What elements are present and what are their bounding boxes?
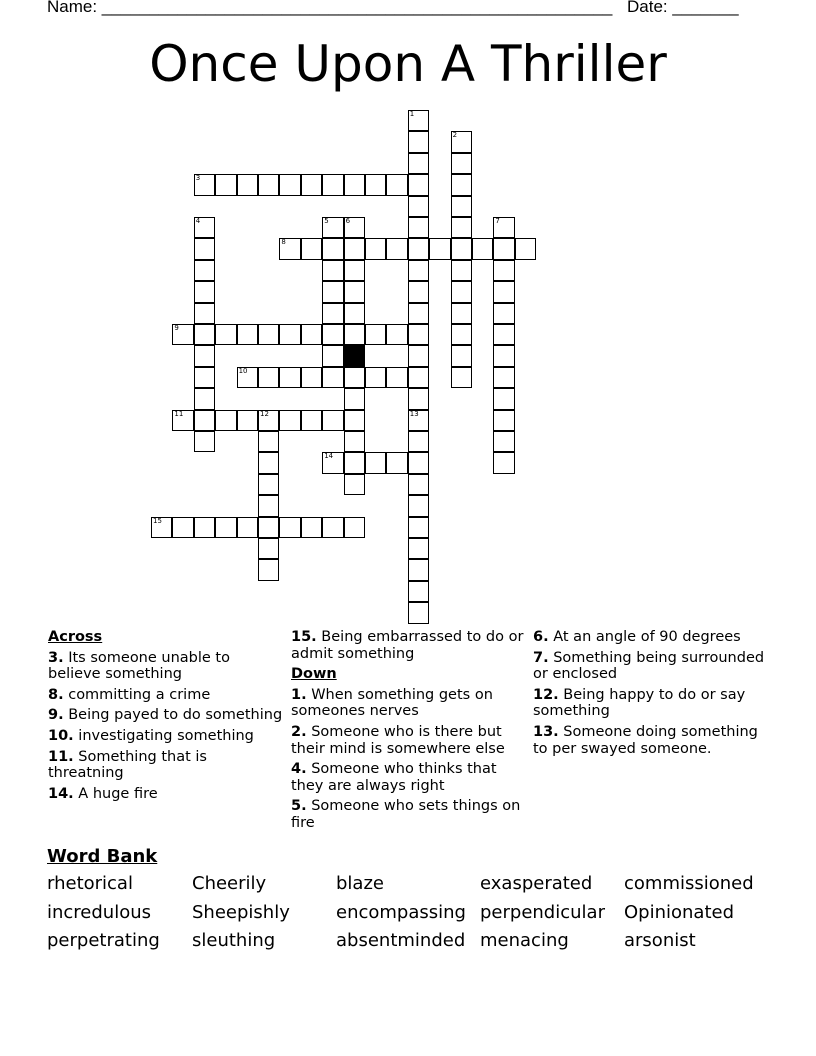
cell-number: 10 (238, 366, 248, 375)
grid-cell[interactable] (451, 174, 472, 195)
grid-cell[interactable] (344, 367, 365, 388)
grid-cell[interactable] (301, 238, 322, 259)
grid-cell[interactable] (322, 174, 343, 195)
word-bank-word: Sheepishly (192, 902, 290, 923)
grid-cell[interactable] (258, 174, 279, 195)
grid-cell[interactable] (365, 367, 386, 388)
grid-cell[interactable] (237, 324, 258, 345)
word-bank-word: blaze (336, 873, 384, 894)
grid-cell[interactable] (408, 153, 429, 174)
grid-cell[interactable] (408, 324, 429, 345)
word-bank-word: arsonist (624, 930, 696, 951)
grid-cell[interactable] (322, 217, 343, 238)
grid-cell[interactable] (344, 517, 365, 538)
grid-cell[interactable] (408, 174, 429, 195)
grid-cell[interactable] (408, 559, 429, 580)
clue-down-13: 13. Someone doing something to per swayed someone. (533, 723, 758, 757)
grid-cell[interactable] (279, 410, 300, 431)
grid-cell[interactable] (322, 324, 343, 345)
grid-cell[interactable] (194, 260, 215, 281)
grid-cell[interactable] (301, 324, 322, 345)
grid-cell[interactable] (451, 153, 472, 174)
grid-cell[interactable] (408, 238, 429, 259)
clue-down-12: 12. Being happy to do or say something (533, 686, 746, 720)
grid-cell[interactable] (408, 538, 429, 559)
word-bank-title: Word Bank (47, 846, 158, 867)
grid-cell[interactable] (194, 431, 215, 452)
grid-cell[interactable] (386, 174, 407, 195)
page-title: Once Upon A Thriller (149, 35, 667, 93)
grid-cell[interactable] (215, 517, 236, 538)
grid-cell[interactable] (493, 324, 514, 345)
word-bank-word: Cheerily (192, 873, 267, 894)
grid-cell[interactable] (194, 517, 215, 538)
grid-cell[interactable] (408, 260, 429, 281)
grid-cell[interactable] (451, 196, 472, 217)
grid-cell[interactable] (451, 238, 472, 259)
grid-cell[interactable] (301, 517, 322, 538)
cell-number: 9 (174, 324, 179, 332)
grid-cell[interactable] (344, 388, 365, 409)
grid-cell[interactable] (493, 388, 514, 409)
grid-cell[interactable] (451, 260, 472, 281)
word-bank-word: perpendicular (480, 902, 605, 923)
grid-cell[interactable] (493, 303, 514, 324)
grid-cell[interactable] (258, 538, 279, 559)
grid-cell[interactable] (322, 345, 343, 366)
cell-number: 6 (345, 217, 351, 225)
grid-cell[interactable] (451, 217, 472, 238)
grid-cell[interactable] (493, 452, 514, 473)
grid-cell[interactable] (194, 281, 215, 302)
word-bank-word: incredulous (47, 902, 152, 923)
grid-cell[interactable] (408, 452, 429, 473)
clue-across-15: 15. Being embarrassed to do or admit something (291, 629, 524, 662)
grid-cell[interactable] (408, 345, 429, 366)
grid-cell[interactable] (408, 517, 429, 538)
grid-cell[interactable] (322, 452, 343, 473)
grid-cell[interactable] (344, 474, 365, 495)
grid-cell[interactable] (172, 324, 193, 345)
clue-across-3: 3. Its someone unable to believe something (48, 649, 230, 683)
grid-cell[interactable] (322, 238, 343, 259)
grid-cell[interactable] (408, 388, 429, 409)
cell-number: 11 (174, 409, 184, 418)
grid-cell[interactable] (493, 410, 514, 431)
grid-cell[interactable] (151, 517, 172, 538)
grid-cell[interactable] (451, 303, 472, 324)
grid-cell[interactable] (194, 217, 215, 238)
grid-cell[interactable] (194, 174, 215, 195)
grid-cell[interactable] (258, 495, 279, 516)
cell-number: 8 (281, 238, 286, 247)
grid-cell[interactable] (344, 217, 365, 238)
clues-column-2 (291, 629, 529, 836)
grid-cell[interactable] (451, 324, 472, 345)
grid-cell[interactable] (215, 324, 236, 345)
cell-number: 3 (195, 174, 201, 183)
grid-cell[interactable] (344, 303, 365, 324)
clue-across-11: 11. Something that is threatning (48, 748, 207, 782)
grid-cell[interactable] (194, 238, 215, 259)
grid-cell[interactable] (301, 410, 322, 431)
grid-cell[interactable] (386, 238, 407, 259)
word-bank-word: Opinionated (624, 902, 735, 923)
grid-cell[interactable] (194, 345, 215, 366)
word-bank-word: perpetrating (47, 930, 160, 951)
word-bank-word: commissioned (624, 873, 754, 894)
grid-cell[interactable] (408, 602, 429, 623)
word-bank-word: exasperated (480, 873, 593, 894)
grid-cell[interactable] (344, 431, 365, 452)
grid-cell[interactable] (365, 324, 386, 345)
grid-cell[interactable] (237, 410, 258, 431)
grid-cell[interactable] (365, 452, 386, 473)
grid-cell[interactable] (451, 367, 472, 388)
grid-cell[interactable] (237, 367, 258, 388)
grid-cell[interactable] (172, 410, 193, 431)
grid-cell[interactable] (258, 474, 279, 495)
grid-cell[interactable] (215, 174, 236, 195)
grid-cell[interactable] (194, 324, 215, 345)
grid-cell[interactable] (258, 324, 279, 345)
cell-number: 12 (260, 409, 269, 418)
grid-cell[interactable] (386, 452, 407, 473)
grid-cell[interactable] (408, 281, 429, 302)
grid-cell[interactable] (493, 345, 514, 366)
grid-cell[interactable] (493, 431, 514, 452)
grid-cell[interactable] (408, 217, 429, 238)
grid-cell[interactable] (322, 517, 343, 538)
grid-cell[interactable] (408, 196, 429, 217)
cell-number: 15 (153, 516, 162, 525)
grid-cell[interactable] (194, 410, 215, 431)
clue-down-2: 2. Someone who is there but their mind is somewhere else (291, 723, 505, 757)
grid-cell[interactable] (493, 238, 514, 259)
black-cell (344, 345, 365, 366)
grid-cell[interactable] (365, 174, 386, 195)
word-bank-word: menacing (480, 930, 569, 951)
grid-cell[interactable] (344, 238, 365, 259)
grid-cell[interactable] (279, 517, 300, 538)
grid-cell[interactable] (279, 238, 300, 259)
cell-number: 13 (409, 409, 419, 418)
name-line: Name: ______________________________________________________ (47, 0, 613, 16)
grid-cell[interactable] (279, 324, 300, 345)
grid-cell[interactable] (237, 517, 258, 538)
grid-cell[interactable] (322, 410, 343, 431)
cell-number: 7 (495, 217, 500, 225)
grid-cell[interactable] (386, 367, 407, 388)
grid-cell[interactable] (451, 345, 472, 366)
word-bank-word: encompassing (336, 902, 466, 923)
grid-cell[interactable] (322, 281, 343, 302)
grid-cell[interactable] (322, 303, 343, 324)
grid-cell[interactable] (408, 303, 429, 324)
grid-cell[interactable] (493, 281, 514, 302)
grid-cell[interactable] (344, 410, 365, 431)
clues-column-3 (533, 629, 771, 761)
grid-cell[interactable] (451, 281, 472, 302)
cell-number: 4 (195, 217, 201, 225)
grid-cell[interactable] (322, 367, 343, 388)
clues-column-1 (48, 629, 286, 806)
grid-cell[interactable] (258, 367, 279, 388)
grid-cell[interactable] (408, 474, 429, 495)
grid-cell[interactable] (493, 217, 514, 238)
grid-cell[interactable] (344, 452, 365, 473)
grid-cell[interactable] (493, 260, 514, 281)
clue-across-10: 10. investigating something (48, 727, 254, 744)
grid-cell[interactable] (408, 431, 429, 452)
grid-cell[interactable] (344, 281, 365, 302)
clue-down-6: 6. At an angle of 90 degrees (533, 629, 741, 645)
grid-cell[interactable] (515, 238, 536, 259)
cell-number: 2 (452, 131, 458, 140)
grid-cell[interactable] (408, 581, 429, 602)
grid-cell[interactable] (237, 174, 258, 195)
grid-cell[interactable] (258, 431, 279, 452)
grid-cell[interactable] (172, 517, 193, 538)
grid-cell[interactable] (344, 174, 365, 195)
grid-cell[interactable] (429, 238, 450, 259)
word-bank-word: absentminded (336, 930, 466, 951)
grid-cell[interactable] (279, 367, 300, 388)
grid-cell[interactable] (408, 131, 429, 152)
down-heading: Down (291, 666, 337, 683)
clue-across-9: 9. Being payed to do something (48, 707, 283, 724)
grid-cell[interactable] (194, 303, 215, 324)
grid-cell[interactable] (215, 410, 236, 431)
grid-cell[interactable] (408, 410, 429, 431)
grid-cell[interactable] (386, 324, 407, 345)
clue-down-5: 5. Someone who sets things on fire (291, 798, 521, 831)
across-heading: Across (48, 629, 103, 645)
grid-cell[interactable] (322, 260, 343, 281)
grid-cell[interactable] (258, 452, 279, 473)
grid-cell[interactable] (344, 324, 365, 345)
grid-cell[interactable] (194, 388, 215, 409)
clue-across-8: 8. committing a crime (48, 686, 211, 703)
grid-cell[interactable] (301, 367, 322, 388)
grid-cell[interactable] (194, 367, 215, 388)
grid-cell[interactable] (408, 110, 429, 131)
clue-down-4: 4. Someone who thinks that they are always right (291, 761, 497, 794)
cell-number: 14 (324, 452, 334, 461)
grid-cell[interactable] (258, 410, 279, 431)
grid-cell[interactable] (279, 174, 300, 195)
clue-down-1: 1. When something gets on someones nerves (291, 686, 493, 720)
grid-cell[interactable] (472, 238, 493, 259)
grid-cell[interactable] (451, 131, 472, 152)
word-bank-word: rhetorical (47, 873, 133, 894)
date-line: Date: _______ (627, 0, 739, 16)
grid-cell[interactable] (344, 260, 365, 281)
grid-cell[interactable] (258, 559, 279, 580)
grid-cell[interactable] (365, 238, 386, 259)
cell-number: 5 (324, 217, 329, 225)
cell-number: 1 (409, 110, 415, 118)
clue-down-7: 7. Something being surrounded or enclosed (533, 649, 765, 683)
grid-cell[interactable] (408, 367, 429, 388)
grid-cell[interactable] (408, 495, 429, 516)
clue-across-14: 14. A huge fire (48, 785, 158, 802)
grid-cell[interactable] (493, 367, 514, 388)
word-bank-word: sleuthing (192, 930, 276, 951)
grid-cell[interactable] (258, 517, 279, 538)
grid-cell[interactable] (301, 174, 322, 195)
